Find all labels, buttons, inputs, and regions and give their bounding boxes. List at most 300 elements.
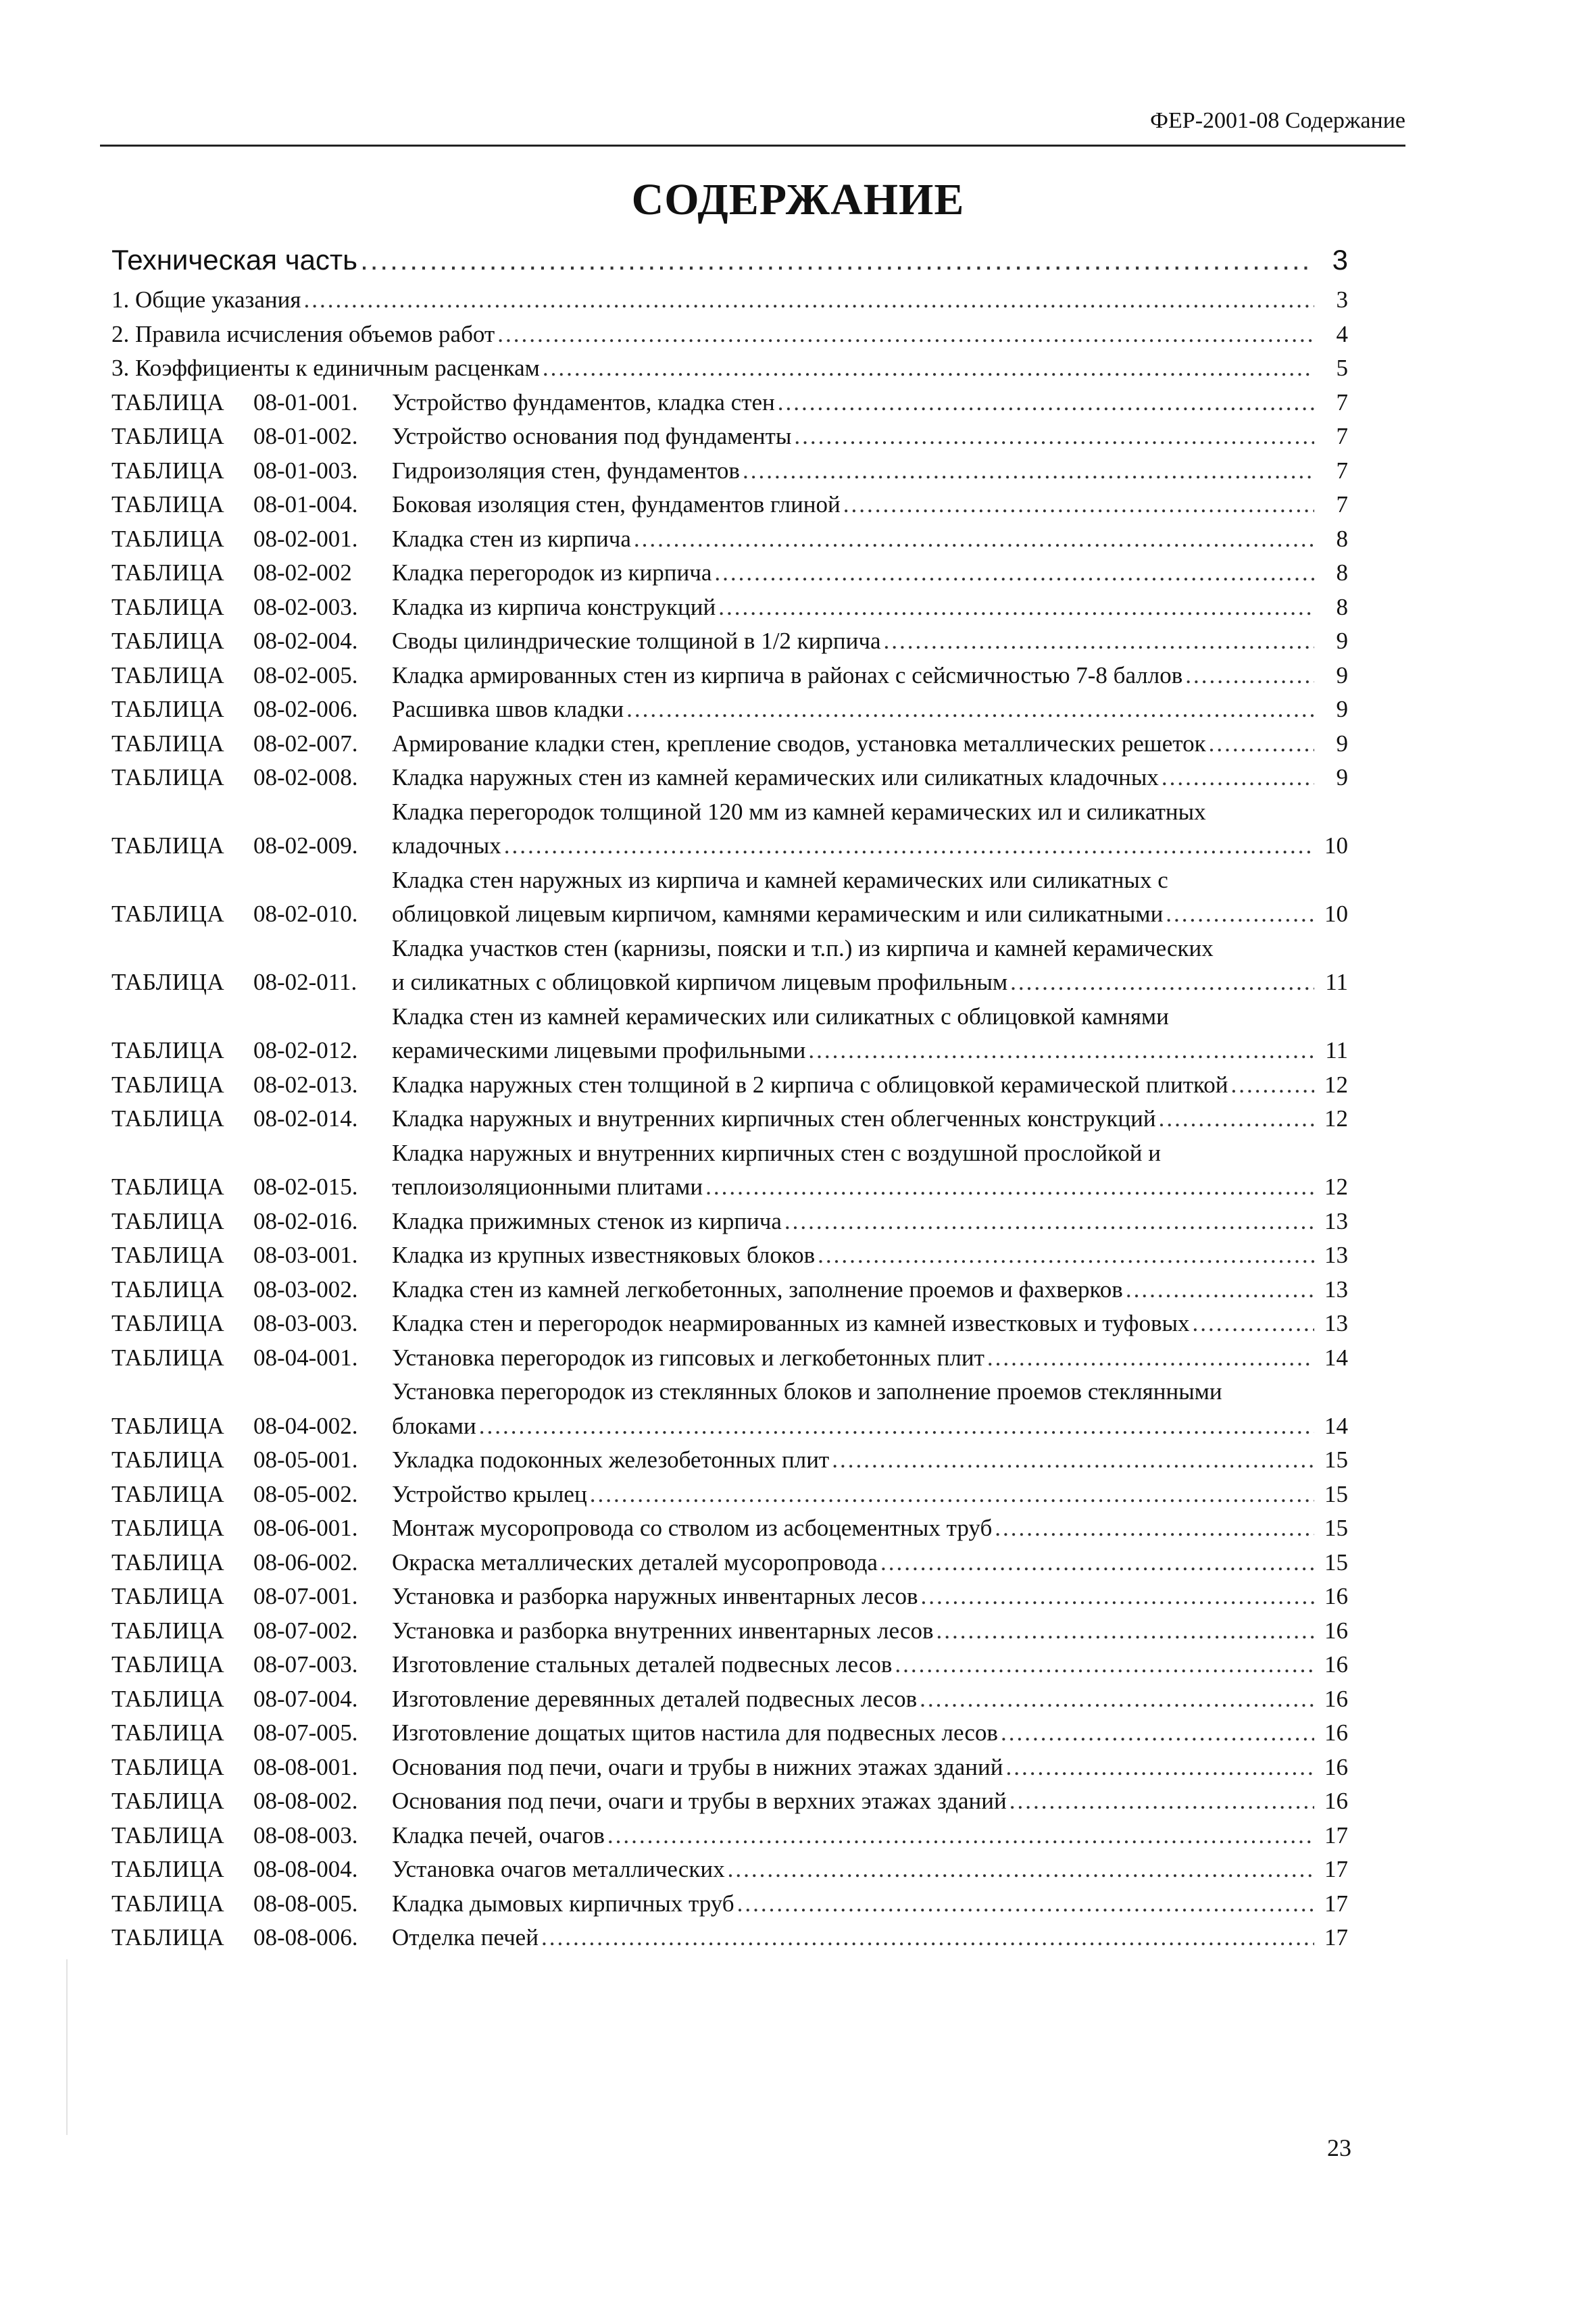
toc-entry-body xyxy=(392,1205,1348,1239)
dot-leader xyxy=(728,1853,1314,1887)
table-label xyxy=(111,1307,392,1341)
table-code: 08-02-006. xyxy=(253,696,358,722)
toc-entry-body xyxy=(392,1614,1348,1649)
toc-entry-technical-part xyxy=(111,240,1348,280)
toc-entry-line xyxy=(392,1921,1348,1955)
toc-page-number: 16 xyxy=(1324,1583,1348,1609)
toc-entry-line xyxy=(392,1819,1348,1853)
toc-entry-line xyxy=(392,454,1348,488)
table-code: 08-08-004. xyxy=(253,1856,358,1882)
toc-page-number: 5 xyxy=(1336,355,1348,381)
table-code: 08-01-001. xyxy=(253,388,358,416)
table-label xyxy=(111,761,392,795)
toc-entry-title: Отделка печей xyxy=(392,1924,539,1951)
toc-entry-table xyxy=(111,1307,1348,1341)
toc-page-number: 12 xyxy=(1324,1105,1348,1132)
toc-entry-title: Кладка наружных стен толщиной в 2 кирпича с облицовкой керамической плиткой xyxy=(392,1071,1228,1098)
toc-entry-line xyxy=(392,1375,1348,1409)
toc-entry-title: Кладка печей, очагов xyxy=(392,1821,605,1848)
toc-page-number: 9 xyxy=(1336,696,1348,722)
table-code: 08-01-004. xyxy=(253,491,358,518)
table-code: 08-02-007. xyxy=(253,730,358,757)
toc-page-number: 15 xyxy=(1324,1480,1348,1507)
toc-entry-table xyxy=(111,522,1348,557)
dot-leader xyxy=(784,1205,1314,1239)
table-keyword: ТАБЛИЦА xyxy=(111,1788,225,1814)
toc-entry-title: Изготовление дощатых щитов настила для подвесных лесов xyxy=(392,1719,998,1746)
toc-entry-title: 3. Коэффициенты к единичным расценкам xyxy=(111,355,540,381)
table-label xyxy=(111,556,392,590)
toc-page-number: 9 xyxy=(1336,764,1348,790)
toc-entry-body xyxy=(392,1648,1348,1682)
toc-entry-title: Основания под печи, очаги и трубы в верхних этажах зданий xyxy=(392,1788,1007,1814)
toc-entry-title: Устройство крылец xyxy=(392,1480,587,1507)
table-code: 08-02-016. xyxy=(253,1207,358,1234)
toc-page-number: 9 xyxy=(1336,661,1348,688)
toc-page-number: 16 xyxy=(1324,1719,1348,1746)
toc-entry-body xyxy=(392,556,1348,590)
toc-entry-table xyxy=(111,1341,1348,1376)
toc-entry-title: Кладка участков стен (карнизы, пояски и т.п.) из кирпича и камней керамических xyxy=(392,934,1214,961)
toc-entry-body xyxy=(392,1068,1348,1103)
table-code: 08-02-009. xyxy=(253,832,358,859)
table-code: 08-03-002. xyxy=(253,1276,358,1303)
dot-leader xyxy=(832,1443,1314,1478)
toc-entry-title: Расшивка швов кладки xyxy=(392,696,624,722)
table-code: 08-08-001. xyxy=(253,1753,358,1780)
table-label xyxy=(111,1682,392,1717)
table-code: 08-07-005. xyxy=(253,1719,358,1746)
toc-entry-line xyxy=(111,351,1348,386)
toc-entry-title: Устройство основания под фундаменты xyxy=(392,423,792,449)
dot-leader xyxy=(360,240,1314,280)
table-code: 08-04-002. xyxy=(253,1412,358,1439)
toc-entry-line xyxy=(392,1341,1348,1376)
table-label xyxy=(111,522,392,557)
toc-entry-body xyxy=(392,1819,1348,1853)
table-code: 08-02-011. xyxy=(253,969,357,995)
toc-entry-title: Установка перегородок из стеклянных блоков и заполнение проемов стеклянными xyxy=(392,1378,1222,1405)
table-label xyxy=(111,829,392,863)
header-rule xyxy=(100,145,1405,147)
toc-entry-line xyxy=(111,318,1348,352)
toc-entry-line xyxy=(392,488,1348,522)
dot-leader xyxy=(718,590,1314,625)
toc-entry-body xyxy=(392,795,1348,863)
toc-entry-body xyxy=(392,693,1348,727)
toc-entry-line xyxy=(392,556,1348,590)
toc-entry-title: 1. Общие указания xyxy=(111,286,301,313)
toc-entry-body xyxy=(392,522,1348,557)
toc-entry-title: Кладка перегородок из кирпича xyxy=(392,559,712,586)
toc-entry-line xyxy=(392,1784,1348,1819)
table-keyword: ТАБЛИЦА xyxy=(111,901,225,927)
dot-leader xyxy=(1162,761,1314,795)
table-label xyxy=(111,1273,392,1307)
toc-entry-table xyxy=(111,1511,1348,1546)
toc-entry-title: Боковая изоляция стен, фундаментов глиной xyxy=(392,491,841,518)
table-keyword: ТАБЛИЦА xyxy=(111,1480,225,1507)
toc-entry-table xyxy=(111,1238,1348,1273)
toc-entry-title: блоками xyxy=(392,1412,476,1439)
toc-entry-title: Армирование кладки стен, крепление сводов, установка металлических решеток xyxy=(392,730,1206,757)
table-label xyxy=(111,1478,392,1512)
table-keyword: ТАБЛИЦА xyxy=(111,1242,225,1268)
table-code: 08-07-001. xyxy=(253,1583,358,1609)
table-label xyxy=(111,454,392,488)
toc-entry-body xyxy=(392,727,1348,761)
toc-entry-line xyxy=(392,1307,1348,1341)
toc-entry-table xyxy=(111,693,1348,727)
toc-entry-line xyxy=(111,283,1348,318)
table-label xyxy=(111,1853,392,1887)
table-keyword: ТАБЛИЦА xyxy=(111,832,225,859)
table-label xyxy=(111,1102,392,1136)
toc-entry-table xyxy=(111,1887,1348,1921)
toc-entry-title: Кладка из крупных известняковых блоков xyxy=(392,1242,816,1268)
toc-entry-body xyxy=(392,1443,1348,1478)
running-header: ФЕР-2001-08 Содержание xyxy=(1150,108,1405,133)
toc-entry-body xyxy=(111,318,1348,352)
toc-entry-title: Кладка из кирпича конструкций xyxy=(392,593,716,620)
table-keyword: ТАБЛИЦА xyxy=(111,1412,225,1439)
dot-leader xyxy=(1010,965,1314,1000)
toc-entry-line xyxy=(392,829,1348,863)
toc-page-number: 7 xyxy=(1336,388,1348,416)
table-keyword: ТАБЛИЦА xyxy=(111,559,225,586)
dot-leader xyxy=(921,1580,1314,1614)
toc-entry-table xyxy=(111,1273,1348,1307)
table-keyword: ТАБЛИЦА xyxy=(111,1719,225,1746)
toc-entry-body xyxy=(392,1784,1348,1819)
table-label xyxy=(111,659,392,693)
table-code: 08-07-003. xyxy=(253,1651,358,1678)
toc-entry-table xyxy=(111,1682,1348,1717)
toc-entry-line xyxy=(392,1102,1348,1136)
toc-entry-title: Кладка стен наружных из кирпича и камней керамических или силикатных с xyxy=(392,866,1168,893)
table-label xyxy=(111,1546,392,1580)
dot-leader xyxy=(479,1409,1314,1444)
toc-entry-table xyxy=(111,932,1348,1000)
toc-entry-title: Установка и разборка наружных инвентарных лесов xyxy=(392,1583,918,1609)
toc-page-number: 3 xyxy=(1336,286,1348,313)
table-label xyxy=(111,1887,392,1921)
table-label xyxy=(111,1614,392,1649)
toc-entry-title: Монтаж мусоропровода со стволом из асбоцементных труб xyxy=(392,1515,993,1541)
table-keyword: ТАБЛИЦА xyxy=(111,969,225,995)
toc-entry-line xyxy=(392,1580,1348,1614)
toc-entry-body xyxy=(392,1751,1348,1785)
table-code: 08-02-001. xyxy=(253,525,358,552)
toc-entry-section xyxy=(111,318,1348,352)
toc-entry-table xyxy=(111,1000,1348,1068)
toc-page-number: 14 xyxy=(1324,1344,1348,1371)
table-keyword: ТАБЛИЦА xyxy=(111,1037,225,1063)
toc-entry-line xyxy=(392,693,1348,727)
toc-entry-body xyxy=(392,1341,1348,1376)
page-number: 23 xyxy=(1327,2134,1351,2161)
table-label xyxy=(111,1341,392,1376)
toc-entry-line xyxy=(392,420,1348,454)
toc-entry-line xyxy=(392,1443,1348,1478)
table-label xyxy=(111,1170,392,1205)
toc-page-number: 7 xyxy=(1336,457,1348,484)
toc-entry-body xyxy=(392,454,1348,488)
table-label xyxy=(111,1784,392,1819)
table-code: 08-02-013. xyxy=(253,1071,358,1098)
dot-leader xyxy=(895,1648,1314,1682)
toc-entry-line xyxy=(392,1068,1348,1103)
table-keyword: ТАБЛИЦА xyxy=(111,1515,225,1541)
table-code: 08-08-002. xyxy=(253,1788,358,1814)
toc-entry-body xyxy=(392,1511,1348,1546)
table-label xyxy=(111,1034,392,1068)
toc-entry-title: теплоизоляционными плитами xyxy=(392,1174,703,1200)
toc-entry-table xyxy=(111,1819,1348,1853)
toc-entry-title: облицовкой лицевым кирпичом, камнями керамическим и или силикатными xyxy=(392,901,1164,927)
toc-entry-section xyxy=(111,351,1348,386)
dot-leader xyxy=(843,488,1314,522)
toc-entry-title: Кладка армированных стен из кирпича в районах с сейсмичностью 7-8 баллов xyxy=(392,661,1183,688)
toc-page-number: 16 xyxy=(1324,1788,1348,1814)
dot-leader xyxy=(818,1238,1314,1273)
table-code: 08-08-005. xyxy=(253,1890,358,1917)
toc-entry-body xyxy=(392,1102,1348,1136)
dot-leader xyxy=(1166,897,1314,932)
toc-page-number: 16 xyxy=(1324,1753,1348,1780)
table-code: 08-02-015. xyxy=(253,1174,358,1200)
table-label xyxy=(111,1648,392,1682)
toc-entry-line xyxy=(392,590,1348,625)
dot-leader xyxy=(778,386,1314,420)
toc-entry-body xyxy=(392,1478,1348,1512)
toc-entry-line xyxy=(392,932,1348,966)
dot-leader xyxy=(737,1887,1314,1921)
toc-entry-table xyxy=(111,1580,1348,1614)
page-title: СОДЕРЖАНИЕ xyxy=(631,175,965,224)
table-code: 08-08-006. xyxy=(253,1924,358,1951)
toc-entry-line xyxy=(392,1136,1348,1171)
toc-entry-title: Изготовление стальных деталей подвесных лесов xyxy=(392,1651,893,1678)
table-keyword: ТАБЛИЦА xyxy=(111,1549,225,1576)
table-code: 08-08-003. xyxy=(253,1821,358,1848)
table-label xyxy=(111,386,392,420)
toc-entry-table xyxy=(111,1853,1348,1887)
toc-entry-table xyxy=(111,386,1348,420)
dot-leader xyxy=(1009,1784,1314,1819)
toc-page-number: 11 xyxy=(1325,1037,1348,1063)
toc-entry-table xyxy=(111,1136,1348,1205)
dot-leader xyxy=(1005,1751,1314,1785)
table-label xyxy=(111,1580,392,1614)
table-code: 08-03-001. xyxy=(253,1242,358,1268)
toc-page-number: 15 xyxy=(1324,1549,1348,1576)
toc-entry-title: Кладка наружных и внутренних кирпичных стен облегченных конструкций xyxy=(392,1105,1156,1132)
toc-entry-line xyxy=(392,1170,1348,1205)
toc-entry-line xyxy=(392,1682,1348,1717)
toc-entry-body xyxy=(392,488,1348,522)
table-keyword: ТАБЛИЦА xyxy=(111,1447,225,1473)
toc-entry-line xyxy=(392,1648,1348,1682)
toc-page-number: 7 xyxy=(1336,423,1348,449)
toc-entry-body xyxy=(392,1273,1348,1307)
toc-entry-line xyxy=(392,1238,1348,1273)
toc-entry-line xyxy=(392,1409,1348,1444)
toc-entry-title: Изготовление деревянных деталей подвесных лесов xyxy=(392,1685,918,1712)
toc-entry-table xyxy=(111,1443,1348,1478)
table-label xyxy=(111,488,392,522)
toc-entry-body xyxy=(392,386,1348,420)
toc-page-number: 14 xyxy=(1324,1412,1348,1439)
table-keyword: ТАБЛИЦА xyxy=(111,1583,225,1609)
toc-entry-body xyxy=(392,1546,1348,1580)
toc-entry-table xyxy=(111,1716,1348,1751)
toc-page-number: 10 xyxy=(1324,832,1348,859)
table-keyword: ТАБЛИЦА xyxy=(111,1071,225,1098)
toc-entry-line xyxy=(392,965,1348,1000)
toc-entry-body xyxy=(392,1716,1348,1751)
toc-entry-table xyxy=(111,863,1348,932)
table-label xyxy=(111,1238,392,1273)
toc-page-number: 7 xyxy=(1336,491,1348,518)
table-keyword: ТАБЛИЦА xyxy=(111,1856,225,1882)
toc-entry-title: Окраска металлических деталей мусоропровода xyxy=(392,1549,878,1576)
table-code: 08-01-002. xyxy=(253,423,358,449)
dot-leader xyxy=(1159,1102,1314,1136)
toc-entry-line xyxy=(392,1716,1348,1751)
toc-entry-body xyxy=(111,351,1348,386)
toc-entry-title: 2. Правила исчисления объемов работ xyxy=(111,320,495,347)
toc-page-number: 4 xyxy=(1336,320,1348,347)
dot-leader xyxy=(880,1546,1314,1580)
toc-entry-title: Кладка стен и перегородок неармированных из камней известковых и туфовых xyxy=(392,1310,1190,1336)
table-keyword: ТАБЛИЦА xyxy=(111,1344,225,1371)
toc-entry-line xyxy=(392,1614,1348,1649)
toc-entry-line xyxy=(392,1751,1348,1785)
toc-entry-title: Установка перегородок из гипсовых и легкобетонных плит xyxy=(392,1344,984,1371)
dot-leader xyxy=(541,1921,1314,1955)
table-code: 08-02-005. xyxy=(253,661,358,688)
table-code: 08-01-003. xyxy=(253,457,358,484)
toc-entry-line xyxy=(392,659,1348,693)
toc-entry-title: Кладка дымовых кирпичных труб xyxy=(392,1890,734,1917)
toc-entry-body xyxy=(392,932,1348,1000)
toc-entry-line xyxy=(392,863,1348,898)
dot-leader xyxy=(884,624,1315,659)
table-label xyxy=(111,1068,392,1103)
toc-entry-table xyxy=(111,1921,1348,1955)
table-code: 08-04-001. xyxy=(253,1344,358,1371)
toc-page-number: 13 xyxy=(1324,1310,1348,1336)
toc-entry-line xyxy=(392,897,1348,932)
dot-leader xyxy=(1126,1273,1314,1307)
toc-entry-table xyxy=(111,1102,1348,1136)
toc-entry-table xyxy=(111,454,1348,488)
toc-entry-body xyxy=(392,1000,1348,1068)
toc-entry-body xyxy=(392,1580,1348,1614)
table-keyword: ТАБЛИЦА xyxy=(111,1276,225,1303)
toc-entry-line xyxy=(392,1853,1348,1887)
toc-entry-line xyxy=(392,795,1348,830)
toc-entry-line xyxy=(392,761,1348,795)
toc-entry-body xyxy=(392,1238,1348,1273)
toc-entry-table xyxy=(111,1205,1348,1239)
toc-page-number: 16 xyxy=(1324,1617,1348,1644)
dot-leader xyxy=(1209,727,1314,761)
dot-leader xyxy=(607,1819,1314,1853)
toc-entry-line xyxy=(392,1887,1348,1921)
toc-entry-table xyxy=(111,727,1348,761)
table-label xyxy=(111,1819,392,1853)
toc-entry-title: Кладка наружных стен из камней керамических или силикатных кладочных xyxy=(392,764,1159,790)
toc-entry-title: Установка очагов металлических xyxy=(392,1856,725,1882)
toc-entry-table xyxy=(111,624,1348,659)
table-keyword: ТАБЛИЦА xyxy=(111,661,225,688)
toc-entry-line xyxy=(392,1000,1348,1034)
table-label xyxy=(111,1409,392,1444)
table-code: 08-02-004. xyxy=(253,628,358,654)
table-code: 08-06-001. xyxy=(253,1515,358,1541)
toc-entry-table xyxy=(111,1478,1348,1512)
table-label xyxy=(111,1443,392,1478)
dot-leader xyxy=(504,829,1314,863)
table-code: 08-02-008. xyxy=(253,764,358,790)
dot-leader xyxy=(1185,659,1314,693)
toc-entry-line xyxy=(392,1546,1348,1580)
toc-page-number: 17 xyxy=(1324,1890,1348,1917)
toc-entry-title: Укладка подоконных железобетонных плит xyxy=(392,1447,830,1473)
toc-page-number: 3 xyxy=(1332,244,1348,276)
toc-entry-body xyxy=(392,624,1348,659)
dot-leader xyxy=(1231,1068,1314,1103)
table-label xyxy=(111,590,392,625)
toc-entry-line xyxy=(392,386,1348,420)
table-keyword: ТАБЛИЦА xyxy=(111,1310,225,1336)
table-keyword: ТАБЛИЦА xyxy=(111,1890,225,1917)
toc-entry-body xyxy=(392,1921,1348,1955)
toc-entry-line xyxy=(392,624,1348,659)
table-keyword: ТАБЛИЦА xyxy=(111,1753,225,1780)
table-keyword: ТАБЛИЦА xyxy=(111,1174,225,1200)
dot-leader xyxy=(936,1614,1314,1649)
table-code: 08-02-010. xyxy=(253,901,358,927)
toc-entry-line xyxy=(392,1205,1348,1239)
table-code: 08-07-004. xyxy=(253,1685,358,1712)
dot-leader xyxy=(743,454,1314,488)
toc-page-number: 13 xyxy=(1324,1242,1348,1268)
table-keyword: ТАБЛИЦА xyxy=(111,457,225,484)
toc-entry-table xyxy=(111,795,1348,863)
toc-entry-body xyxy=(392,420,1348,454)
toc-entry-title: и силикатных с облицовкой кирпичом лицевым профильным xyxy=(392,969,1008,995)
table-code: 08-06-002. xyxy=(253,1549,358,1576)
dot-leader xyxy=(794,420,1314,454)
toc-entry-table xyxy=(111,556,1348,590)
dot-leader xyxy=(995,1511,1314,1546)
toc-entry-table xyxy=(111,1546,1348,1580)
toc-entry-title: Гидроизоляция стен, фундаментов xyxy=(392,457,740,484)
dot-leader xyxy=(543,351,1314,386)
table-label xyxy=(111,1921,392,1955)
dot-leader xyxy=(987,1341,1314,1376)
toc-entry-table xyxy=(111,488,1348,522)
toc-page-number: 13 xyxy=(1324,1276,1348,1303)
toc-page-number: 16 xyxy=(1324,1685,1348,1712)
dot-leader xyxy=(303,283,1314,318)
toc-page-number: 8 xyxy=(1336,593,1348,620)
toc-entry-table xyxy=(111,1648,1348,1682)
table-code: 08-05-001. xyxy=(253,1447,358,1473)
